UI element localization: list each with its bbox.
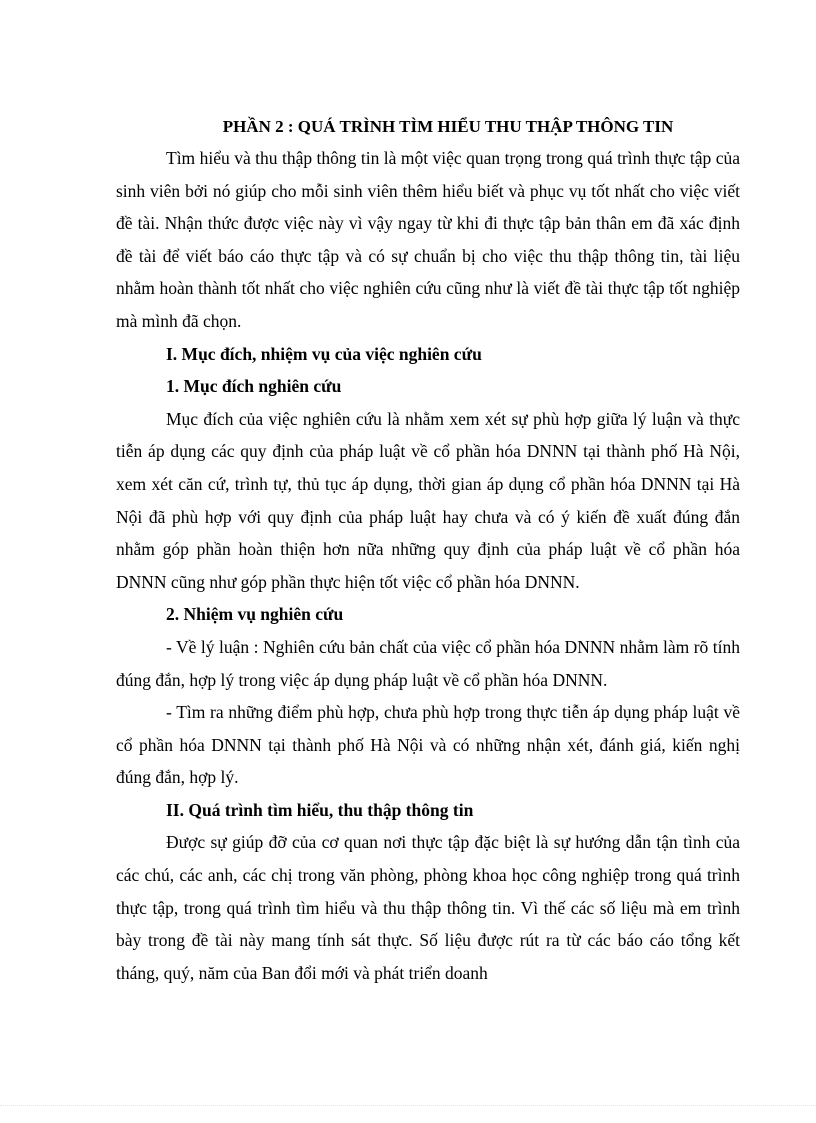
intro-paragraph: Tìm hiểu và thu thập thông tin là một việc quan trọng trong quá trình thực tập của sinh viên bởi nó giúp cho mỗi sinh viên thêm hiểu biết và phục vụ tốt nhất cho việc viết đề tài. Nhận thức được việc này vì vậy ngay từ khi đi thực tập bản thân em đã xác định đề tài để viết báo cáo thực tập và có sự chuẩn bị cho việc thu thập thông tin, tài liệu nhằm hoàn thành tốt nhất cho việc nghiên cứu cũng như là viết đề tài thực tập tốt nghiệp mà mình đã chọn. (116, 148, 740, 331)
tasks-item-practice: - Tìm ra những điểm phù hợp, chưa phù hợp trong thực tiễn áp dụng pháp luật về cổ phần hóa DNNN tại thành phố Hà Nội và có những nhận xét, đánh giá, kiến nghị đúng đắn, hợp lý. (116, 702, 740, 788)
tasks-item-theory: - Về lý luận : Nghiên cứu bản chất của việc cổ phần hóa DNNN nhằm làm rõ tính đúng đắn, hợp lý trong việc áp dụng pháp luật về cổ phần hóa DNNN. (116, 636, 740, 690)
page-bottom-edge (0, 1105, 816, 1106)
section-2-paragraph: Được sự giúp đỡ của cơ quan nơi thực tập đặc biệt là sự hướng dẫn tận tình của các chú, các anh, các chị trong văn phòng, phòng khoa học công nghiệp trong quá trình thực tập, trong quá trình tìm hiểu và thu thập thông tin. Vì thế các số liệu mà em trình bày trong đề tài này mang tính sát thực. Số liệu được rút ra từ các báo cáo tổng kết tháng, quý, năm của Ban đổi mới và phát triển doanh (116, 832, 740, 983)
subsection-purpose-heading: 1. Mục đích nghiên cứu (166, 376, 342, 397)
subsection-tasks-heading: 2. Nhiệm vụ nghiên cứu (166, 604, 344, 625)
section-1-heading: I. Mục đích, nhiệm vụ của việc nghiên cứu (166, 343, 482, 364)
document-body (116, 112, 740, 989)
section-2-heading: II. Quá trình tìm hiểu, thu thập thông tin (166, 799, 474, 820)
purpose-paragraph: Mục đích của việc nghiên cứu là nhằm xem xét sự phù hợp giữa lý luận và thực tiễn áp dụng các quy định của pháp luật về cổ phần hóa DNNN tại thành phố Hà Nội, xem xét căn cứ, trình tự, thủ tục áp dụng, thời gian áp dụng cổ phần hóa DNNN tại Hà Nội đã phù hợp với quy định của pháp luật hay chưa và có ý kiến đề xuất đúng đắn nhằm góp phần hoàn thiện hơn nữa những quy định của pháp luật về cổ phần hóa DNNN cũng như góp phần thực hiện tốt việc cổ phần hóa DNNN. (116, 408, 740, 592)
page-title: PHẦN 2 : QUÁ TRÌNH TÌM HIỂU THU THẬP THÔNG TIN (222, 117, 674, 136)
